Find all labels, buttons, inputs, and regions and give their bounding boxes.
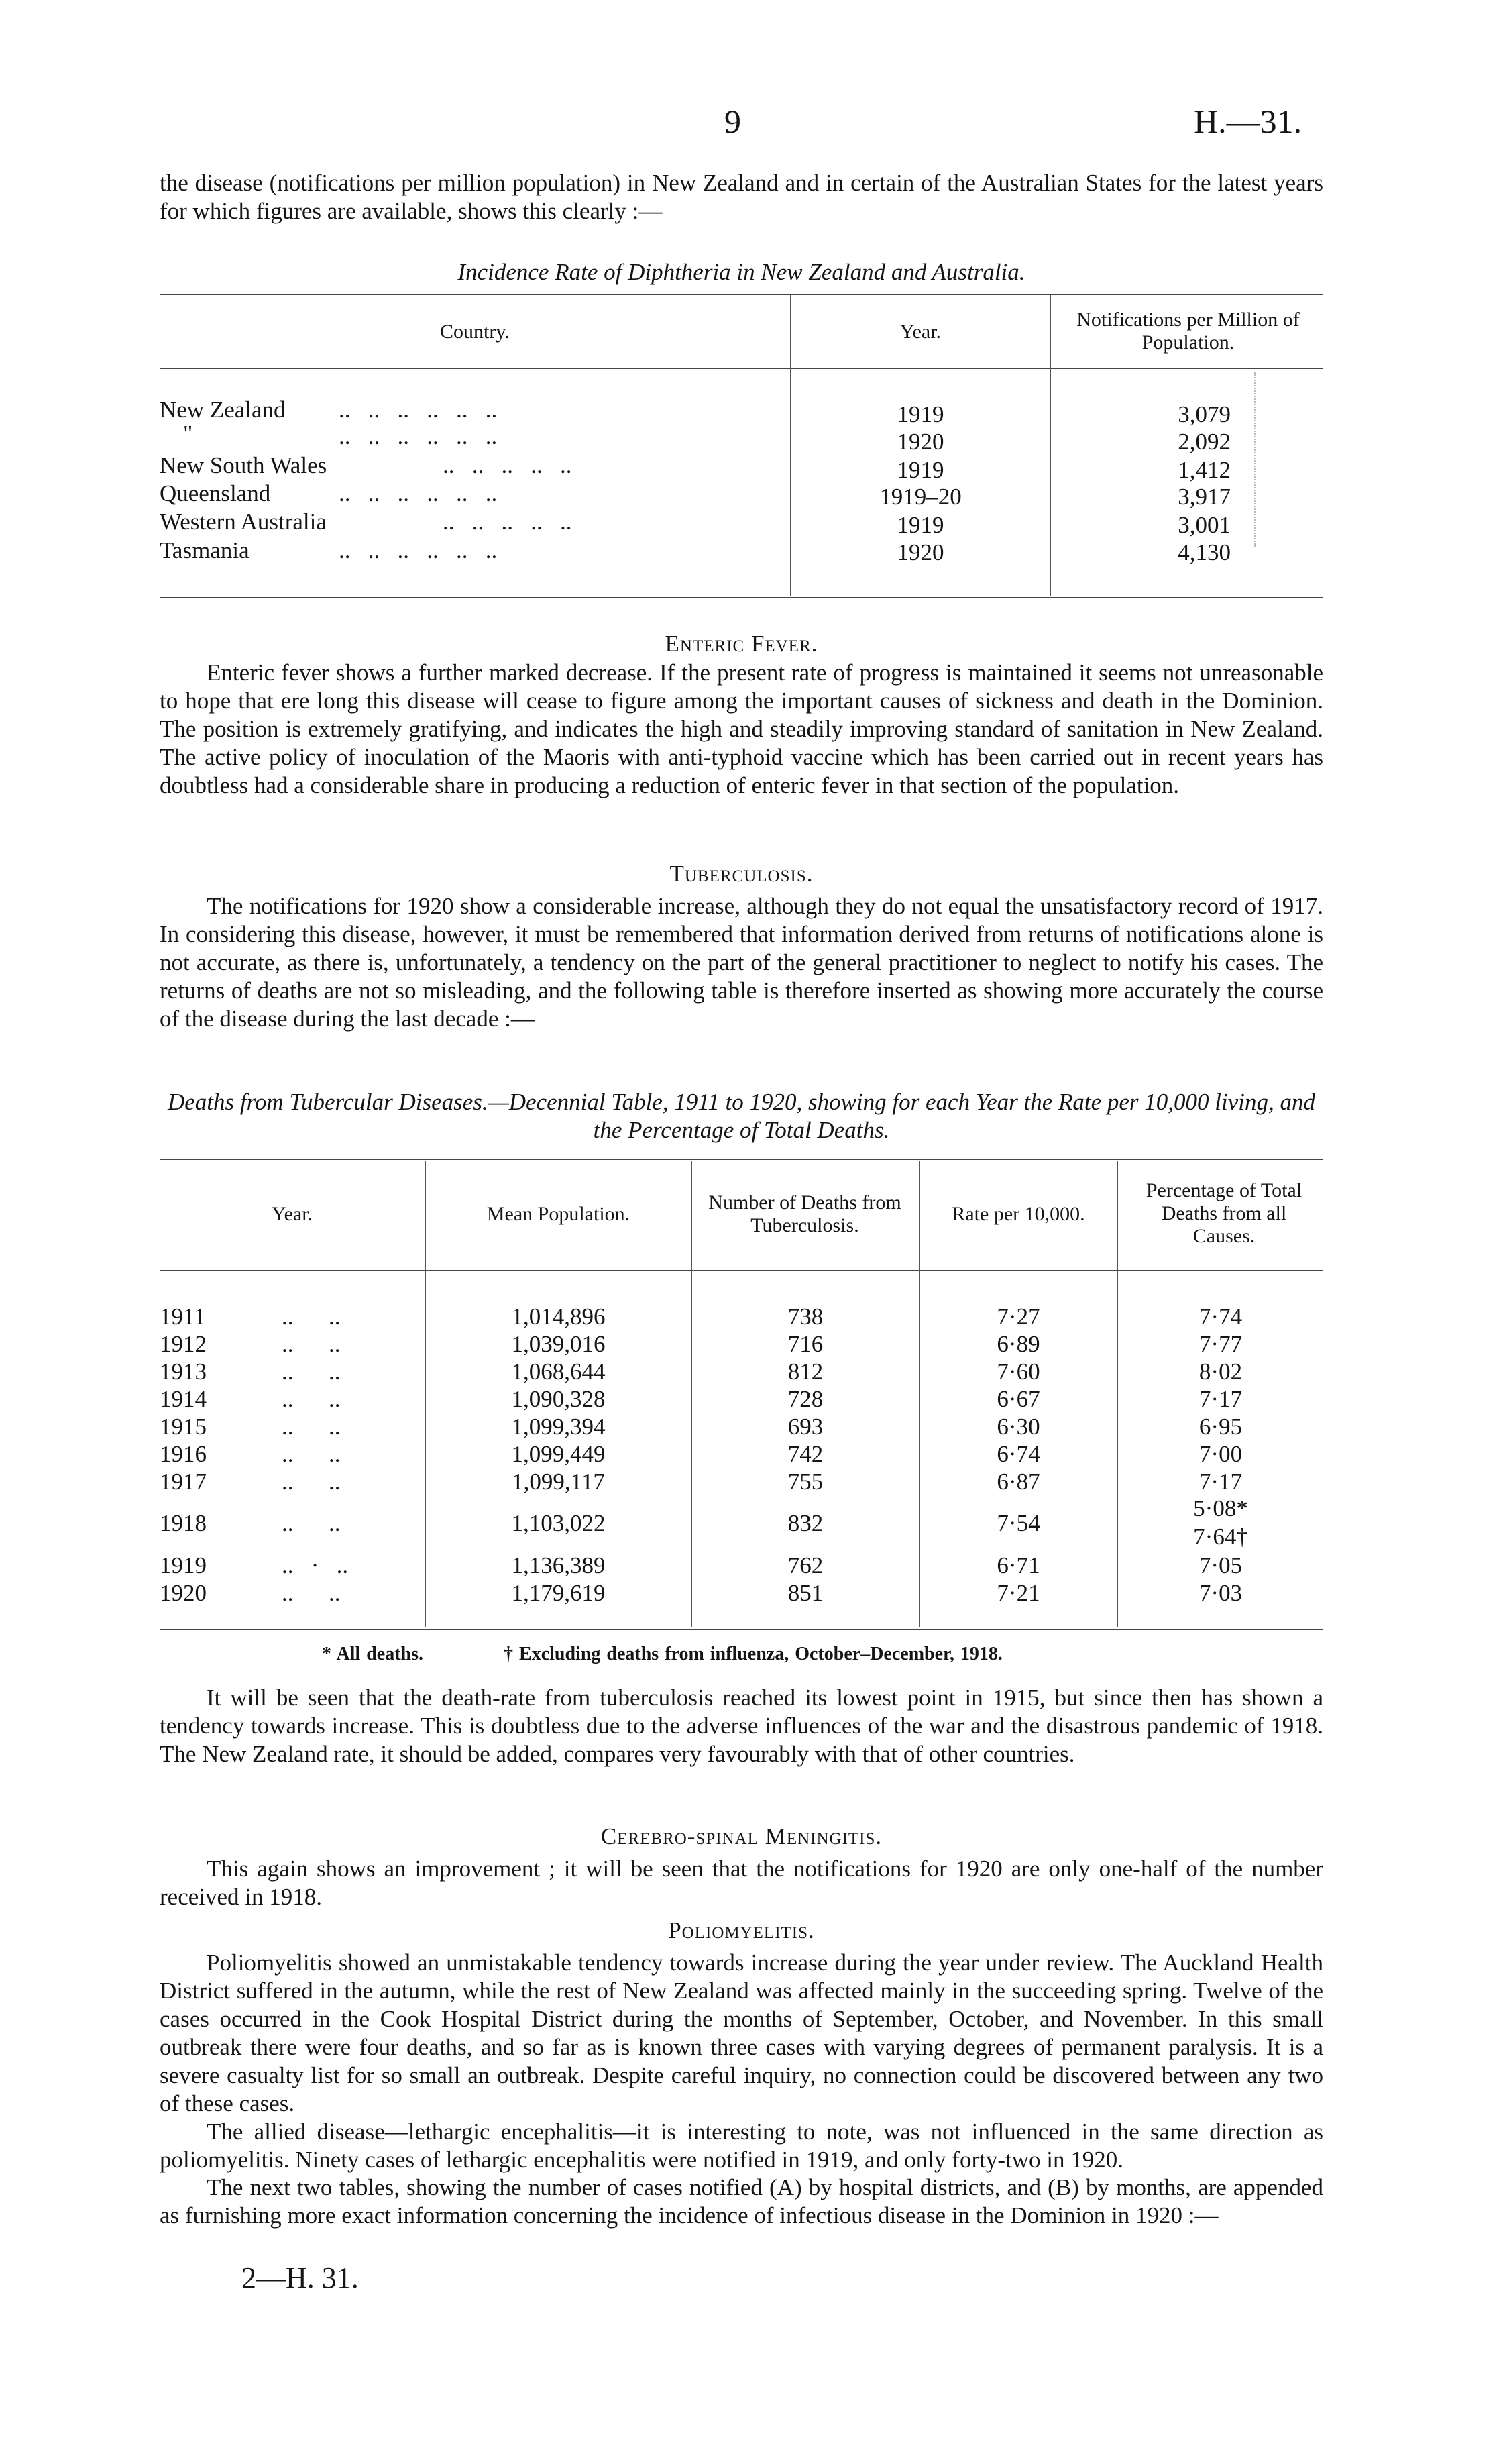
- poliomyelitis-paragraph: Poliomyelitis showed an unmistakable tendency towards increase during the year under review. The Auckland Health District suffered in the autumn, while the rest of New Zealand was affected mainly in the succeeding spring. Twelve of the cases occurred in the Cook Hospital District during the months of September, October, and November. In this small outbreak there were four deaths, and so far as is known three cases with varying degrees of permanent paralysis. It is a severe casualty list for so small an outbreak. Despite careful inquiry, no connection could be discovered between any two of these cases.: [160, 1949, 1323, 2117]
- tb-table-caption: Deaths from Tubercular Diseases.—Decennial Table, 1911 to 1920, showing for each Year the Rate per 10,000 living, and the Percentage of Total Deaths.: [167, 1089, 1316, 1143]
- margin-dotted-guide: [1254, 372, 1256, 547]
- tb-table-footnotes: [322, 1644, 1194, 1665]
- header-notifications: Notifications per Million of Population.: [1076, 309, 1300, 354]
- tuberculosis-heading: Tuberculosis.: [669, 861, 814, 887]
- intro-paragraph: the disease (notifications per million population) in New Zealand and in certain of the Australian States for the latest years for which figures are available, shows this clearly :—: [160, 170, 1323, 224]
- tuberculosis-paragraph: The notifications for 1920 show a considerable increase, although they do not equal the unsatisfactory record of 1917. In considering this disease, however, it must be remembered that information derived from returns of notifications alone is not accurate, as there is, unfortunately, a tendency on the part of the general practitioner to neglect to notify his cases. The returns of deaths are not so misleading, and the following table is therefore inserted as showing more accurately the course of the disease during the last decade :—: [160, 893, 1323, 1032]
- enteric-fever-paragraph: Enteric fever shows a further marked decrease. If the present rate of progress is maintained it seems not unreasonable to hope that ere long this disease will cease to figure among the important causes of sickness and death in the Dominion. The position is extremely gratifying, and indicates the high and steadily improving standard of sanitation in New Zealand. The active policy of inoculation of the Maoris with anti-typhoid vaccine which has been carried out in recent years has doubtless had a considerable share in producing a reduction of enteric fever in that section of the population.: [160, 659, 1323, 798]
- cerebro-spinal-paragraph: This again shows an improvement ; it will be seen that the notifications for 1920 are only one-half of the number received in 1918.: [160, 1856, 1323, 1910]
- header-mean-population: Mean Population.: [486, 1203, 630, 1225]
- tables-intro-paragraph: The next two tables, showing the number of cases notified (A) by hospital districts, and (B) by months, are appended as furnishing more exact information concerning the incidence of infectious disease in the Dominion in 1920 :—: [160, 2174, 1323, 2229]
- lethargic-encephalitis-paragraph: The allied disease—lethargic encephalitis—it is interesting to note, was not influenced in the same direction as poliomyelitis. Ninety cases of lethargic encephalitis were notified in 1919, and only forty-two in 1920.: [160, 2119, 1323, 2173]
- diphtheria-table-caption: Incidence Rate of Diphtheria in New Zealand and Australia.: [457, 259, 1025, 285]
- header-year: Year.: [271, 1203, 313, 1225]
- header-deaths: Number of Deaths from Tuberculosis.: [708, 1191, 901, 1236]
- footnote-excluding-influenza: † Excluding deaths from influenza, October–December, 1918.: [504, 1644, 1003, 1664]
- enteric-fever-heading: Enteric Fever.: [665, 631, 818, 657]
- poliomyelitis-heading: Poliomyelitis.: [668, 1917, 815, 1943]
- header-rate: Rate per 10,000.: [952, 1203, 1085, 1225]
- header-country: Country.: [440, 321, 510, 343]
- document-page: 9 H.—31. the disease (notifications per million population) in New Zealand and in certain of the Australian States for the latest years for which figures are available, shows this clearly :— Incidence Rate of Diphtheria in New Zealand and Australia. Country. Year. Notifications per Million of Population. New Zealand .. .. .. .. .. .. 1919 3,079 " .. .. .. .. .. .. 1920 2,092 New South Wales .. .. .. .. .. 1919 1,412 Queensland .. .. .. .. .. .. 1919–20 3,917 Western Australia .. .. .. .. .. 1919 3,001 Tasmania .. .. .. .. .. .. 1920 4,130 Enteric Fever. Enteric fever shows a further marked decrease. If the present rate of progress is maintained it seems not unreasonable to hope that ere long this disease will cease to figure among the important causes of sickness and death in the Dominion. The position is extremely gratifying, and indicates the high and steadily improving standard of sanitation in New Zealand. The active policy of inoculation of the Maoris with anti-typhoid vaccine which has been carried out in recent years has doubtless had a considerable share in producing a reduction of enteric fever in that section of the population. Tuberculosis. The notifications for 1920 show a considerable increase, although they do not equal the unsatisfactory record of 1917. In considering this disease, however, it must be remembered that information derived from returns of notifications alone is not accurate, as there is, unfortunately, a tendency on the part of the general practitioner to neglect to notify his cases. The returns of deaths are not so misleading, and the following table is therefore inserted as showing more accurately the course of the disease during the last decade :— Deaths from Tubercular Diseases.—Decennial Table, 1911 to 1920, showing for each Year the Rate per 10,000 living, and the Percentage of Total Deaths. Year. Mean Population. Number of Deaths from Tuberculosis. Rate per 10,000. Percentage of Total Deaths from all Causes. 1911 .. .. 1,014,896 738 7·27 7·74 1912 .. .. 1,039,016 716 6·89 7·77 1913 .. .. 1,068,644 812 7·60 8·02 1914 .. .. 1,090,328 728 6·67 7·17 1915 .. .. 1,099,394 693 6·30 6·95 1916 .. .. 1,099,449 742 6·74 7·00 1917 .. .. 1,099,117 755 6·87 7·17 1918 .. .. 1,103,022 832 7·54 5·08* 7·64† 1919 .. · .. 1,136,389 762 6·71 7·05 1920 .. .. 1,179,619 851 7·21 7·03 * All deaths. † Excluding deaths from influenza, October–December, 1918. It will be seen that the death-rate from tuberculosis reached its lowest point in 1915, but since then has shown a tendency towards increase. This is doubtless due to the adverse influences of the war and the disastrous pandemic of 1918. The New Zealand rate, it should be added, compares very favourably with that of other countries. Cerebro-spinal Meningitis. This again shows an improvement ; it will be seen that the notifications for 1920 are only one-half of the number received in 1918. Poliomyelitis. Poliomyelitis showed an unmistakable tendency towards increase during the year under review. The Auckland Health District suffered in the autumn, while the rest of New Zealand was affected mainly in the succeeding spring. Twelve of the cases occurred in the Cook Hospital District during the months of September, October, and November. In this small outbreak there were four deaths, and so far as is known three cases with varying degrees of permanent paralysis. It is a severe casualty list for so small an outbreak. Despite careful inquiry, no connection could be discovered between any two of these cases. The allied disease—lethargic encephalitis—it is interesting to note, was not influenced in the same direction as poliomyelitis. Ninety cases of lethargic encephalitis were notified in 1919, and only forty-two in 1920. The next two tables, showing the number of cases notified (A) by hospital districts, and (B) by months, are appended as furnishing more exact information concerning the incidence of infectious disease in the Dominion in 1920 :— 2—H. 31.: [160, 103, 1323, 2294]
- page-number: 9: [724, 103, 741, 140]
- cerebro-spinal-heading: Cerebro-spinal Meningitis.: [600, 1823, 883, 1850]
- header-percentage: Percentage of Total Deaths from all Causes.: [1146, 1179, 1302, 1247]
- footer-signature-mark: 2—H. 31.: [241, 2261, 359, 2294]
- header-year: Year.: [899, 321, 942, 343]
- document-reference: H.—31.: [1194, 103, 1302, 140]
- tb-followup-paragraph: It will be seen that the death-rate from tuberculosis reached its lowest point in 1915, but since then has shown a tendency towards increase. This is doubtless due to the adverse influences of the war and the disastrous pandemic of 1918. The New Zealand rate, it should be added, compares very favourably with that of other countries.: [160, 1684, 1323, 1767]
- footnote-all-deaths: * All deaths.: [322, 1644, 424, 1664]
